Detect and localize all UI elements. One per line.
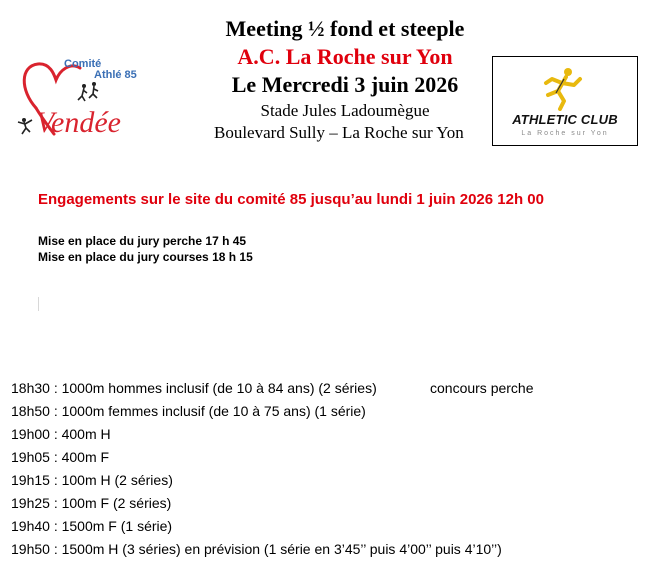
club-name: A.C. La Roche sur Yon: [237, 44, 453, 69]
logo-comite-text: Comité: [64, 58, 102, 70]
meeting-date: Le Mercredi 3 juin 2026: [231, 72, 459, 97]
divider-mark: [38, 297, 39, 311]
schedule-item: 19h25 : 100m F (2 séries): [11, 495, 172, 511]
athlete-figure-icon: [538, 65, 588, 111]
venue: Stade Jules Ladoumègue: [260, 101, 430, 120]
address: Boulevard Sully – La Roche sur Yon: [214, 123, 464, 142]
vendee-logo: [14, 52, 154, 142]
schedule-item: 19h15 : 100m H (2 séries): [11, 472, 173, 488]
side-event: concours perche: [430, 380, 534, 396]
athletic-club-name: ATHLETIC CLUB: [512, 112, 618, 127]
athletic-club-logo: [492, 56, 638, 146]
schedule-item: 18h30 : 1000m hommes inclusif (de 10 à 84 ans) (2 séries): [11, 380, 377, 396]
jury-courses-line: Mise en place du jury courses 18 h 15: [38, 250, 253, 264]
schedule-item: 18h50 : 1000m femmes inclusif (de 10 à 75 ans) (1 série): [11, 403, 366, 419]
logo-athle-text: Athlé 85: [94, 69, 137, 81]
registration-notice: Engagements sur le site du comité 85 jusqu’au lundi 1 juin 2026 12h 00: [38, 191, 544, 208]
schedule-item: 19h00 : 400m H: [11, 426, 111, 442]
jury-perche-line: Mise en place du jury perche 17 h 45: [38, 234, 247, 248]
schedule-item: 19h05 : 400m F: [11, 449, 110, 465]
vendee-heart-icon: [14, 52, 154, 142]
meeting-title: Meeting ½ fond et steeple: [225, 16, 465, 41]
logo-vendee-text: Vendée: [36, 106, 121, 139]
schedule-item: 19h50 : 1500m H (3 séries) en prévision (1 série en 3’45’’ puis 4’00’’ puis 4’10’’): [11, 541, 502, 557]
athletic-club-subtitle: La Roche sur Yon: [521, 130, 609, 137]
schedule-item: 19h40 : 1500m F (1 série): [11, 518, 173, 534]
